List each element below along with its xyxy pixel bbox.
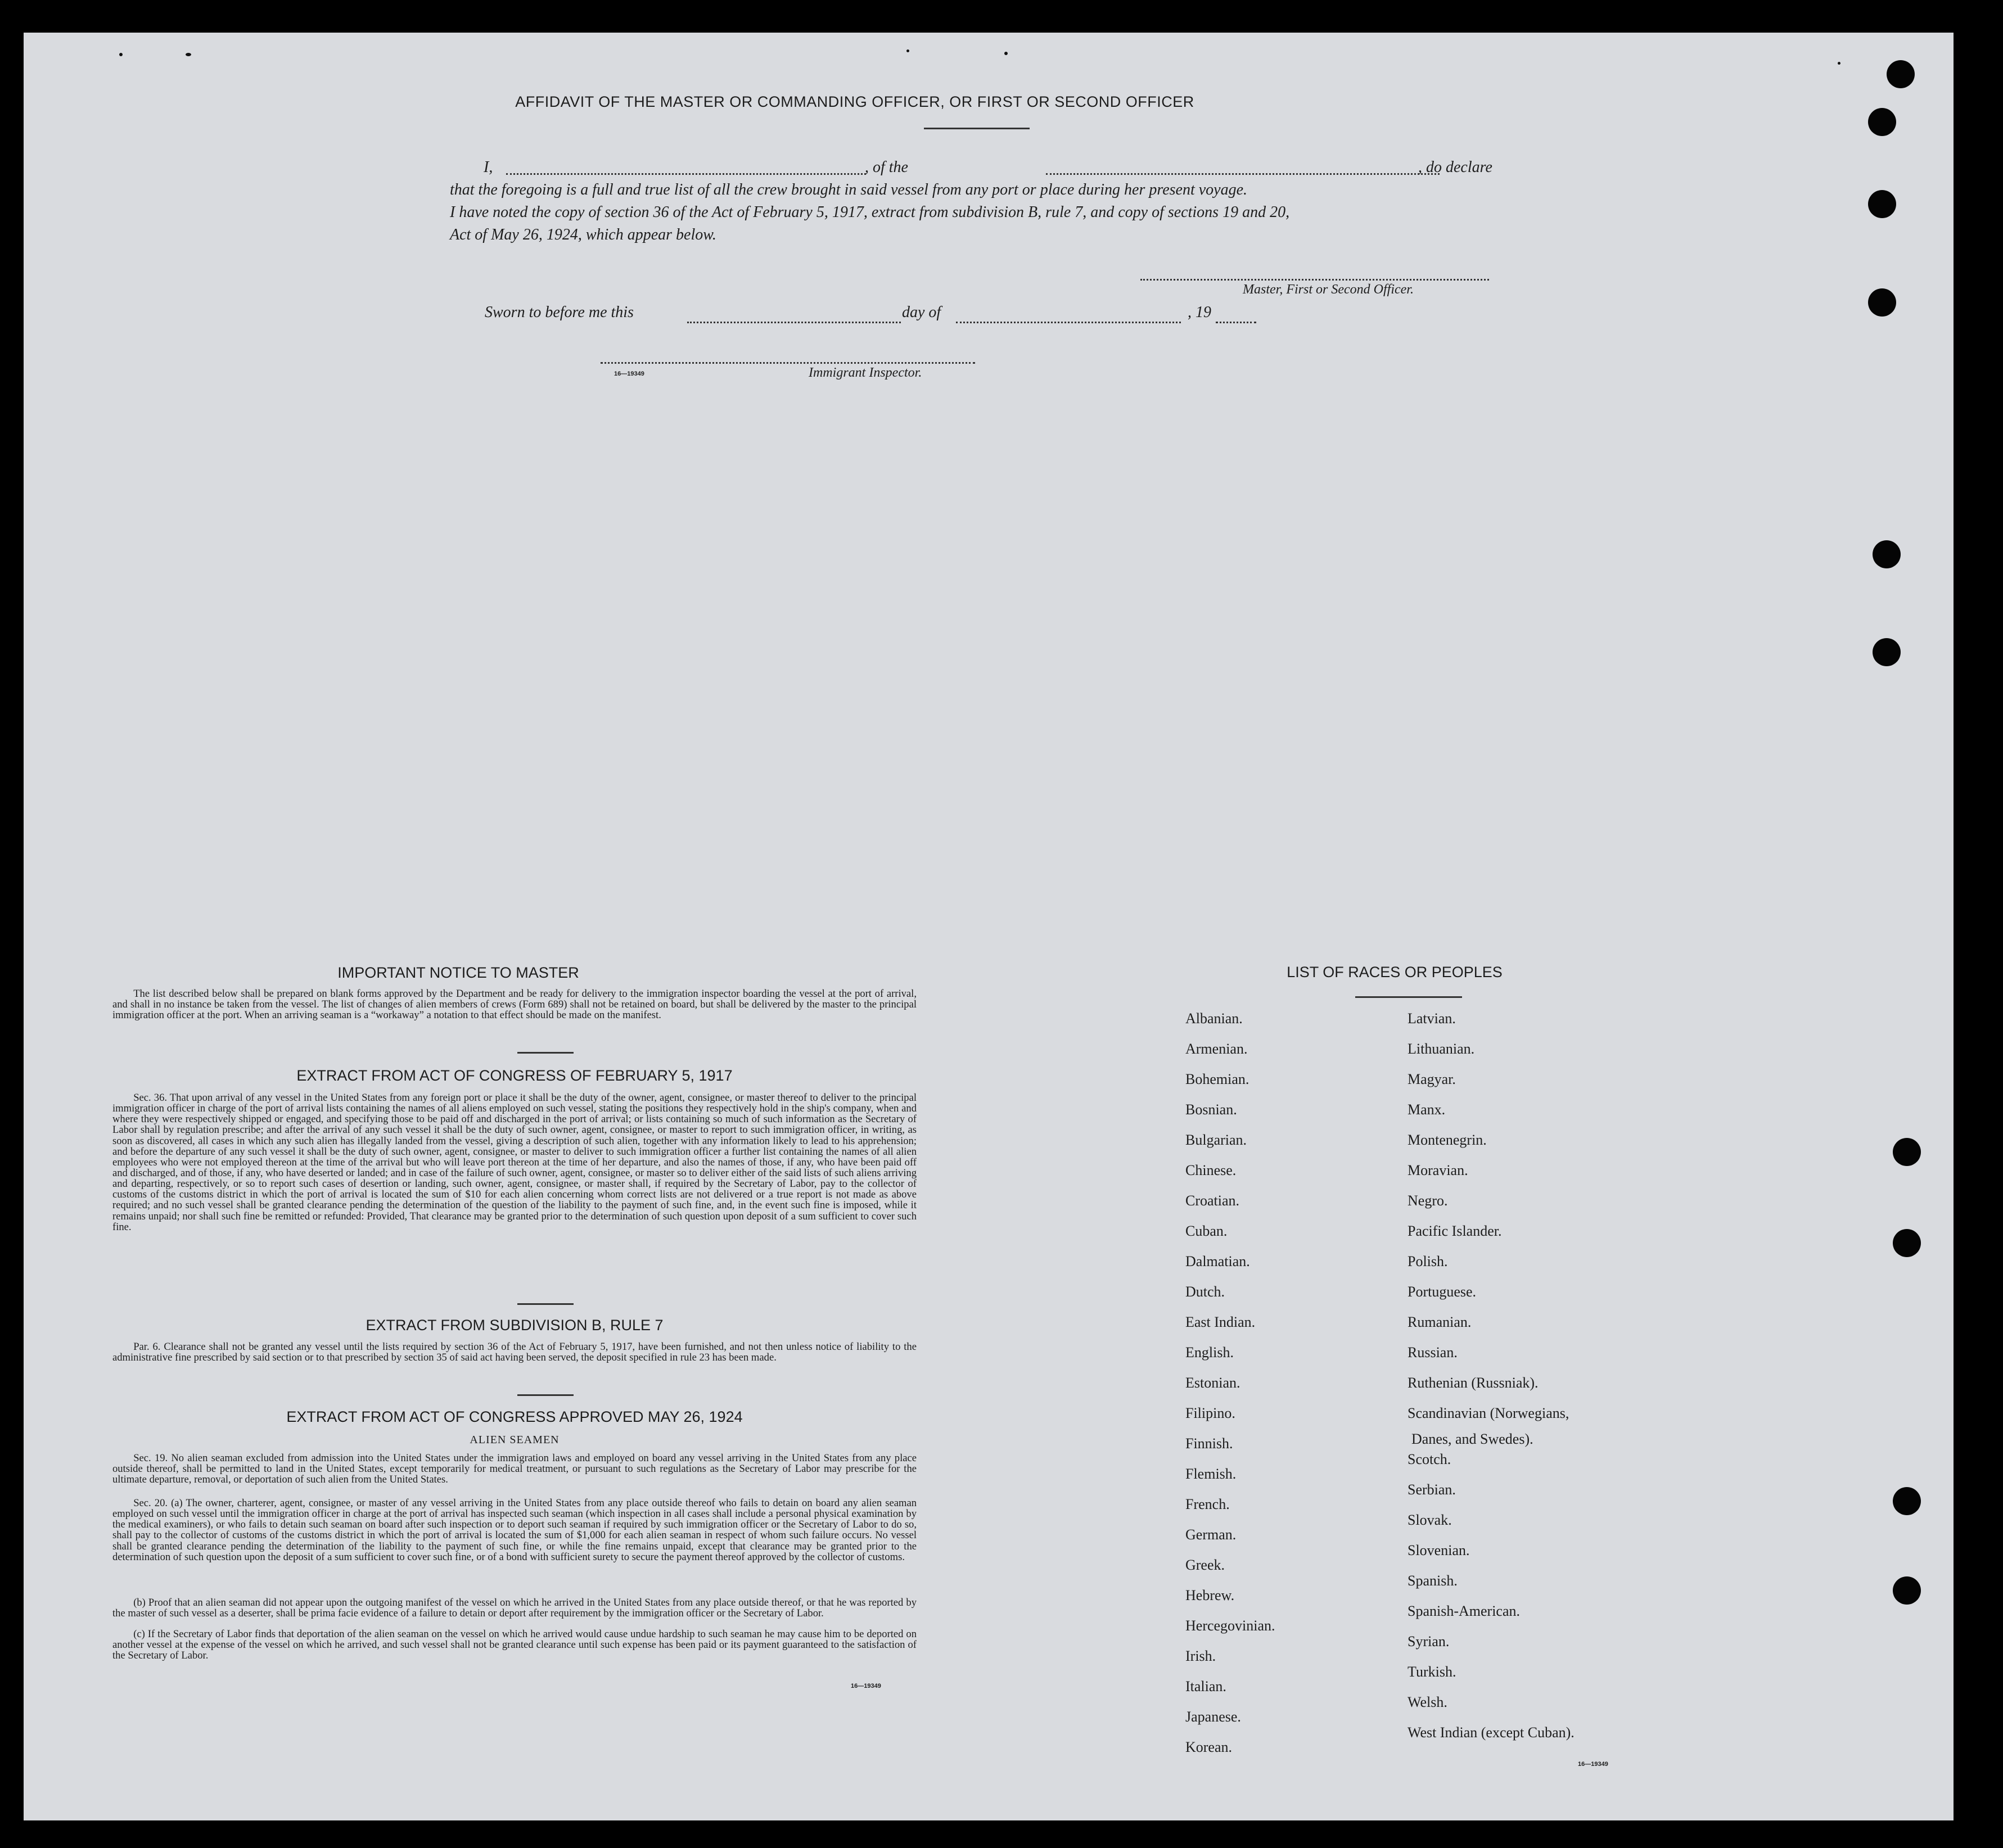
race-item: Russian. <box>1407 1344 1458 1361</box>
master-label: Master, First or Second Officer. <box>1243 282 1414 297</box>
speck <box>119 53 123 56</box>
extract-1924-title: EXTRACT FROM ACT OF CONGRESS APPROVED MAY 26, 1924 <box>286 1408 743 1425</box>
race-item: Dalmatian. <box>1185 1253 1250 1269</box>
punch-hole <box>1887 60 1915 88</box>
divider <box>517 1052 574 1054</box>
master-signature-line <box>1140 279 1489 281</box>
punch-hole <box>1868 190 1896 218</box>
fill-line-month <box>956 322 1181 323</box>
fill-line-name <box>506 173 866 175</box>
rule7-text: Par. 6. Clearance shall not be granted any vessel until the lists required by section 36 of the Act of February 5, 1917, have been furnished, and not then unless notice of liability to the administrative fine prescribed by said section or to that prescribed by section 35 of said act having been served, the deposit specified in rule 23 has been made. <box>112 1341 917 1364</box>
race-item: Scandinavian (Norwegians, <box>1407 1405 1569 1421</box>
race-item: Dutch. <box>1185 1284 1225 1300</box>
race-item: Pacific Islander. <box>1407 1223 1502 1239</box>
punch-hole <box>1868 288 1896 317</box>
race-item: Finnish. <box>1185 1435 1233 1452</box>
race-item: Manx. <box>1407 1101 1446 1118</box>
punch-hole <box>1893 1229 1921 1257</box>
fill-line-vessel <box>1046 173 1440 175</box>
affidavit-i: I, <box>484 159 493 176</box>
sworn-line <box>485 304 1272 326</box>
rule7-title: EXTRACT FROM SUBDIVISION B, RULE 7 <box>366 1317 664 1334</box>
race-item: East Indian. <box>1185 1314 1256 1330</box>
notice-title: IMPORTANT NOTICE TO MASTER <box>337 964 579 981</box>
race-item: Albanian. <box>1185 1010 1243 1027</box>
divider <box>924 128 1030 129</box>
race-item: Welsh. <box>1407 1694 1447 1710</box>
race-item: French. <box>1185 1496 1230 1512</box>
race-item: Rumanian. <box>1407 1314 1472 1330</box>
race-item: Estonian. <box>1185 1375 1240 1391</box>
race-item: Korean. <box>1185 1739 1233 1755</box>
sec19-text: Sec. 19. No alien seaman excluded from admission into the United States under the immigration laws and employed on board any vessel arriving in the United States from any place outside thereof, shall be permitted to land in the United States, except temporarily for medical treatment, or pursuant to such regulations as the Secretary of Labor may prescribe for the ultimate departure, removal, or deportation of such alien from the United States. <box>112 1452 917 1486</box>
punch-hole <box>1893 1138 1921 1166</box>
punch-hole <box>1893 1576 1921 1605</box>
affidavit-do-declare: , do declare <box>1418 159 1492 176</box>
race-item: Flemish. <box>1185 1466 1237 1482</box>
speck <box>186 53 191 56</box>
race-item: Bosnian. <box>1185 1101 1237 1118</box>
sec20a-text: Sec. 20. (a) The owner, charterer, agent, consignee, or master of any vessel arriving in the United States from any place outside thereof who fails to detain on board any alien seaman employed on such vessel until the immigration officer in charge at the port of arrival has inspected such seaman (which inspection in all cases shall include a personal physical examination by the medical examiners), or who fails to detain such seaman on board after such inspection or to deport such seaman if required by such immigration officer or the Secretary of Labor to do so, shall pay to the collector of customs of the customs district in which the port of arrival is located the sum of $1,000 for each alien seaman in respect of whom such failure occurs. No vessel shall be granted clearance pending the determination of the liability to the payment of such fine, or while the fine remains unpaid, except that clearance may be granted prior to the determination of such question upon the deposit of a sum sufficient to cover such fine, or of a bond with sufficient surety to secure the payment thereof approved by the collector of customs. <box>112 1497 917 1563</box>
race-item: Spanish-American. <box>1407 1603 1521 1619</box>
divider <box>1355 996 1462 998</box>
race-item: Latvian. <box>1407 1010 1456 1027</box>
race-item: Hercegovinian. <box>1185 1617 1275 1634</box>
inspector-label: Immigrant Inspector. <box>809 365 922 380</box>
race-item: Filipino. <box>1185 1405 1235 1421</box>
races-title: LIST OF RACES OR PEOPLES <box>1287 964 1503 981</box>
race-item: Scotch. <box>1407 1451 1451 1467</box>
race-item: Turkish. <box>1407 1664 1456 1680</box>
affidavit-line2: that the foregoing is a full and true list of all the crew brought in said vessel from any port or place during her present voyage. <box>450 181 1248 198</box>
race-item: Ruthenian (Russniak). <box>1407 1375 1539 1391</box>
notice-text: The list described below shall be prepared on blank forms approved by the Department and be ready for delivery to the immigration inspector boarding the vessel at the port of arrival, and shall in no instance be taken from the vessel. The list of changes of alien members of crews (Form 689) shall not be retained on board, but shall be delivered by the master to the principal immigration officer at the port. When an arriving seaman is a “workaway” a notation to that effect should be made on the manifest. <box>112 988 917 1022</box>
race-item: Lithuanian. <box>1407 1041 1475 1057</box>
year-text: , 19 <box>1188 304 1211 321</box>
fill-line-year <box>1216 322 1256 323</box>
race-item: Spanish. <box>1407 1573 1458 1589</box>
race-item: Chinese. <box>1185 1162 1237 1178</box>
divider <box>517 1394 574 1396</box>
sec20c-text: (c) If the Secretary of Labor finds that deportation of the alien seaman on the vessel on which he arrived would cause undue hardship to such seaman he may cause him to be deported on another vessel at the expense of the vessel on which he arrived, and such vessel shall not be granted clearance until such expense has been paid or its payment guaranteed to the satisfaction of the Secretary of Labor. <box>112 1628 917 1662</box>
affidavit-of-the: , of the <box>865 159 908 176</box>
race-item: Negro. <box>1407 1192 1448 1209</box>
race-item: Moravian. <box>1407 1162 1468 1178</box>
race-item: Greek. <box>1185 1557 1225 1573</box>
race-item: West Indian (except Cuban). <box>1407 1724 1575 1741</box>
form-number: 16—19349 <box>1578 1761 1608 1768</box>
race-item: Slovenian. <box>1407 1542 1470 1558</box>
punch-hole <box>1873 638 1901 666</box>
race-item: Croatian. <box>1185 1192 1240 1209</box>
divider <box>517 1303 574 1305</box>
inspector-signature-line <box>601 362 975 364</box>
affidavit-line4: Act of May 26, 1924, which appear below. <box>450 226 716 243</box>
speck <box>906 49 909 52</box>
punch-hole <box>1873 540 1901 568</box>
race-item: Portuguese. <box>1407 1284 1477 1300</box>
race-item: Polish. <box>1407 1253 1448 1269</box>
punch-hole <box>1868 108 1896 136</box>
race-item: Irish. <box>1185 1648 1216 1664</box>
form-number: 16—19349 <box>851 1683 881 1689</box>
race-item: Italian. <box>1185 1678 1226 1695</box>
race-item: Syrian. <box>1407 1633 1450 1650</box>
sworn-text: Sworn to before me this <box>485 304 634 321</box>
extract-1917-text: Sec. 36. That upon arrival of any vessel in the United States from any foreign port or place it shall be the duty of the owner, agent, consignee, or master thereof to deliver to the principal immigration officer in charge of the port of arrival lists containing the names of all aliens employed on such vessel, stating the positions they respectively hold in the ship's company, when and where they were respectively shipped or engaged, and specifying those to be paid off and discharged in the port of arrival; or lists containing so much of such information as the Secretary of Labor shall by regulation prescribe; and after the arrival of any such vessel it shall be the duty of such owner, agent, consignee, or master to report to such immigration officer, in writing, as soon as discovered, all cases in which any such alien has illegally landed from the vessel, giving a description of such alien, together with any information likely to lead to his apprehension; and before the departure of any such vessel it shall be the duty of such owner, agent, consignee, or master to deliver to such immigration officer a further list containing the names of all alien employees who were not employed thereon at the time of the arrival but who will leave port thereon at the time of her departure, and also the names of those, if any, who have been paid off and discharged, and of those, if any, who have deserted or landed; and in case of the failure of such owner, agent, consignee, or master so to deliver either of the said lists of such aliens arriving and departing, respectively, or so to report such cases of desertion or landing, such owner, agent, consignee, or master shall, if required by the Secretary of Labor, pay to the collector of customs of the customs district in which the port of arrival is located the sum of $10 for each alien concerning whom correct lists are not delivered or a true report is not made as above required; and no such vessel shall be granted clearance pending the determination of the question of the liability to the payment of such fine, and, in the event such fine is imposed, while it remains unpaid; nor shall such fine be remitted or refunded: Provided, That clearance may be granted prior to the determination of such question upon deposit of a sum sufficient to cover such fine. <box>112 1092 917 1233</box>
fill-line-day <box>687 322 901 323</box>
race-item: Bohemian. <box>1185 1071 1249 1087</box>
race-item: Slovak. <box>1407 1512 1452 1528</box>
affidavit-line3: I have noted the copy of section 36 of the Act of February 5, 1917, extract from subdivision B, rule 7, and copy of sections 19 and 20, <box>450 204 1290 221</box>
punch-hole <box>1893 1487 1921 1515</box>
alien-seamen-subtitle: ALIEN SEAMEN <box>470 1434 560 1446</box>
race-item: Magyar. <box>1407 1071 1456 1087</box>
affidavit-title: AFFIDAVIT OF THE MASTER OR COMMANDING OFFICER, OR FIRST OR SECOND OFFICER <box>515 93 1194 110</box>
race-item: Bulgarian. <box>1185 1132 1247 1148</box>
race-item: Armenian. <box>1185 1041 1248 1057</box>
affidavit-body <box>450 156 1513 246</box>
sec20b-text: (b) Proof that an alien seaman did not appear upon the outgoing manifest of the vessel on which he arrived in the United States from any place outside thereof, or that he was reported by the master of such vessel as a deserter, shall be prima facie evidence of a failure to detain or deport after requirement by the immigration officer or the Secretary of Labor. <box>112 1597 917 1620</box>
race-item: Montenegrin. <box>1407 1132 1487 1148</box>
race-item: Serbian. <box>1407 1481 1456 1498</box>
race-item: Hebrew. <box>1185 1587 1235 1603</box>
race-item: Danes, and Swedes). <box>1411 1431 1533 1447</box>
speck <box>1004 52 1008 55</box>
speck <box>1838 62 1840 65</box>
extract-1917-title: EXTRACT FROM ACT OF CONGRESS OF FEBRUARY 5, 1917 <box>296 1067 733 1084</box>
race-item: Japanese. <box>1185 1709 1241 1725</box>
day-of-text: day of <box>902 304 941 321</box>
race-item: English. <box>1185 1344 1234 1361</box>
race-item: Cuban. <box>1185 1223 1228 1239</box>
race-item: German. <box>1185 1526 1237 1543</box>
form-number: 16—19349 <box>614 370 644 377</box>
